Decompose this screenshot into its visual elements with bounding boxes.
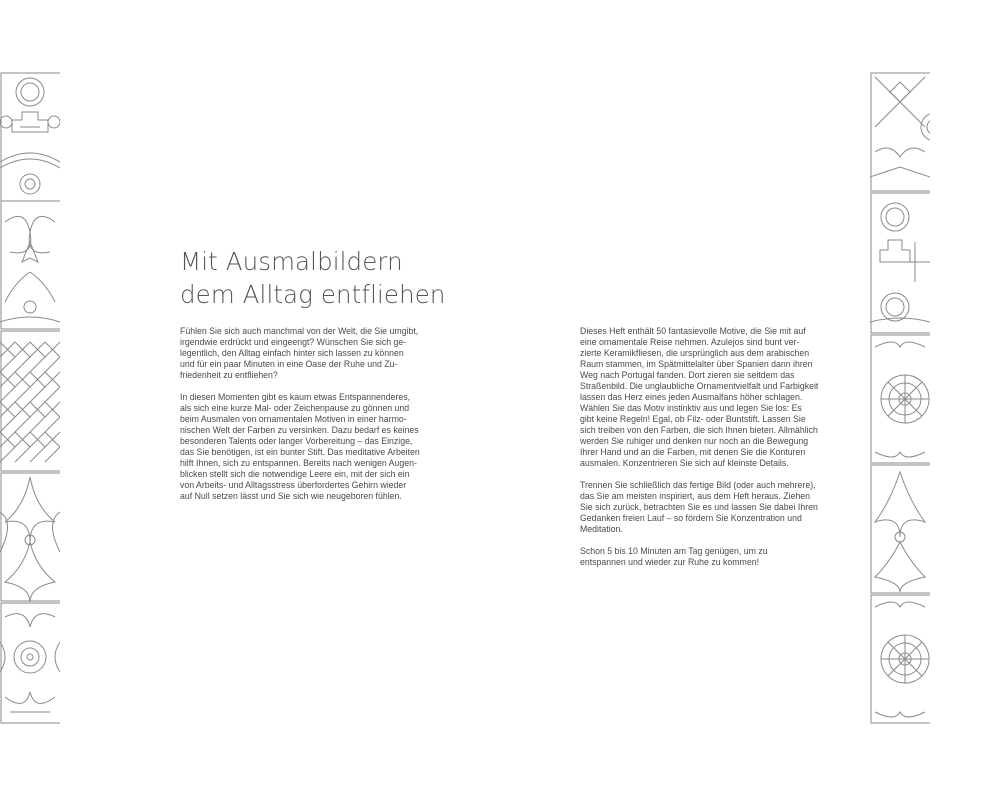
right-tile-strip: [870, 72, 930, 724]
text-line: zierte Keramikfliesen, die ursprünglich aus dem arabischen: [580, 348, 810, 358]
text-line: legentlich, den Alltag einfach hinter sich lassen zu können: [180, 348, 404, 358]
text-line: Dieses Heft enthält 50 fantasievolle Motive, die Sie mit auf: [580, 326, 806, 336]
text-line: das Sie benötigen, ist ein bunter Stift. Das meditative Arbeiten: [180, 447, 420, 457]
text-line: das Sie am meisten inspiriert, aus dem Heft heraus. Ziehen: [580, 491, 811, 501]
text-line: werden Sie ruhiger und denken nur noch an die Bewegung: [580, 436, 809, 446]
azulejo-pattern-right: [870, 72, 930, 724]
text-line: Fühlen Sie sich auch manchmal von der Welt, die Sie umgibt,: [180, 326, 419, 336]
text-line: sich treiben von den Farben, die sich Ihnen bieten. Allmählich: [580, 425, 818, 435]
text-line: Raum stammen, im Spätmittelalter über Spanien dann ihren: [580, 359, 813, 369]
left-text-column: [180, 326, 438, 513]
text-line: blicken stellt sich die notwendige Leere ein, mit der sich ein: [180, 469, 410, 479]
title-line-1: Mit Ausmalbildern: [180, 247, 403, 276]
text-line: gibt keine Regeln! Egal, ob Filz- oder Buntstift. Lassen Sie: [580, 414, 806, 424]
text-line: friedenheit zu entfliehen?: [180, 370, 278, 380]
text-line: Schon 5 bis 10 Minuten am Tag genügen, um zu: [580, 546, 768, 556]
text-line: Gedanken freien Lauf – so fördern Sie Konzentration und: [580, 513, 802, 523]
medallion-scroll-tile: [0, 603, 60, 723]
paragraph: [580, 480, 838, 535]
right-text-column: [580, 326, 838, 579]
paragraph: [580, 546, 838, 568]
text-line: von Arbeits- und Alltagsstress überfordertes Gehirn wieder: [180, 480, 407, 490]
text-line: auf Null setzen lässt und Sie sich wie neugeboren fühlen.: [180, 491, 402, 501]
scroll-fleur-tile: [0, 201, 60, 329]
azulejo-pattern-left: [0, 72, 60, 724]
text-line: als sich eine kurze Mal- oder Zeichenpause zu gönnen und: [180, 403, 410, 413]
paragraph: [180, 392, 438, 502]
text-line: hilft Ihnen, sich zu entspannen. Bereits nach wenigen Augen-: [180, 458, 417, 468]
text-line: eine ornamentale Reise nehmen. Azulejos sind bunt ver-: [580, 337, 800, 347]
text-line: Sie sich zurück, betrachten Sie es und lassen Sie dabei Ihren: [580, 502, 818, 512]
quatrefoil-cross-tile: [870, 193, 930, 333]
flower-rosette-tile: [871, 335, 930, 463]
title-line-2: dem Alltag entfliehen: [180, 280, 446, 309]
circle-medallion-tile: [870, 73, 930, 191]
text-line: Meditation.: [580, 524, 623, 534]
text-line: Trennen Sie schließlich das fertige Bild (oder auch mehrere),: [580, 480, 816, 490]
text-line: und für ein paar Minuten in eine Oase der Ruhe und Zu-: [180, 359, 398, 369]
flower-rosette-tile: [871, 595, 930, 723]
paragraph: [180, 326, 438, 381]
text-line: Wählen Sie das Motiv instinktiv aus und legen Sie los: Es: [580, 403, 802, 413]
petal-star-tile: [871, 465, 930, 593]
text-line: nischen Welt der Farben zu versinken. Dazu bedarf es keines: [180, 425, 419, 435]
quatrefoil-cross-tile: [0, 73, 60, 201]
text-line: Weg nach Portugal fanden. Dort zieren sie seitdem das: [580, 370, 795, 380]
paragraph: [580, 326, 838, 469]
text-line: ausmalen. Konzentrieren Sie sich auf kleinste Details.: [580, 458, 789, 468]
diamond-lattice-tile: [0, 331, 60, 471]
text-line: irgendwie erdrückt und eingeengt? Wünschen Sie sich ge-: [180, 337, 407, 347]
text-line: lassen das Herz eines jeden Ausmalfans höher schlagen.: [580, 392, 803, 402]
text-line: Ihrer Hand und an die Farben, mit denen Sie die Konturen: [580, 447, 806, 457]
text-line: entspannen und wieder zur Ruhe zu kommen!: [580, 557, 759, 567]
text-line: Straßenbild. Die unglaubliche Ornamentvielfalt und Farbigkeit: [580, 381, 819, 391]
left-tile-strip: [0, 72, 60, 724]
page-title: [180, 245, 480, 311]
text-line: In diesen Momenten gibt es kaum etwas Entspannenderes,: [180, 392, 411, 402]
star-leaf-tile: [0, 473, 60, 602]
text-line: beim Ausmalen von ornamentalen Motiven in einer harmo-: [180, 414, 407, 424]
text-line: besonderen Talents oder langer Vorbereitung – das Einzige,: [180, 436, 413, 446]
